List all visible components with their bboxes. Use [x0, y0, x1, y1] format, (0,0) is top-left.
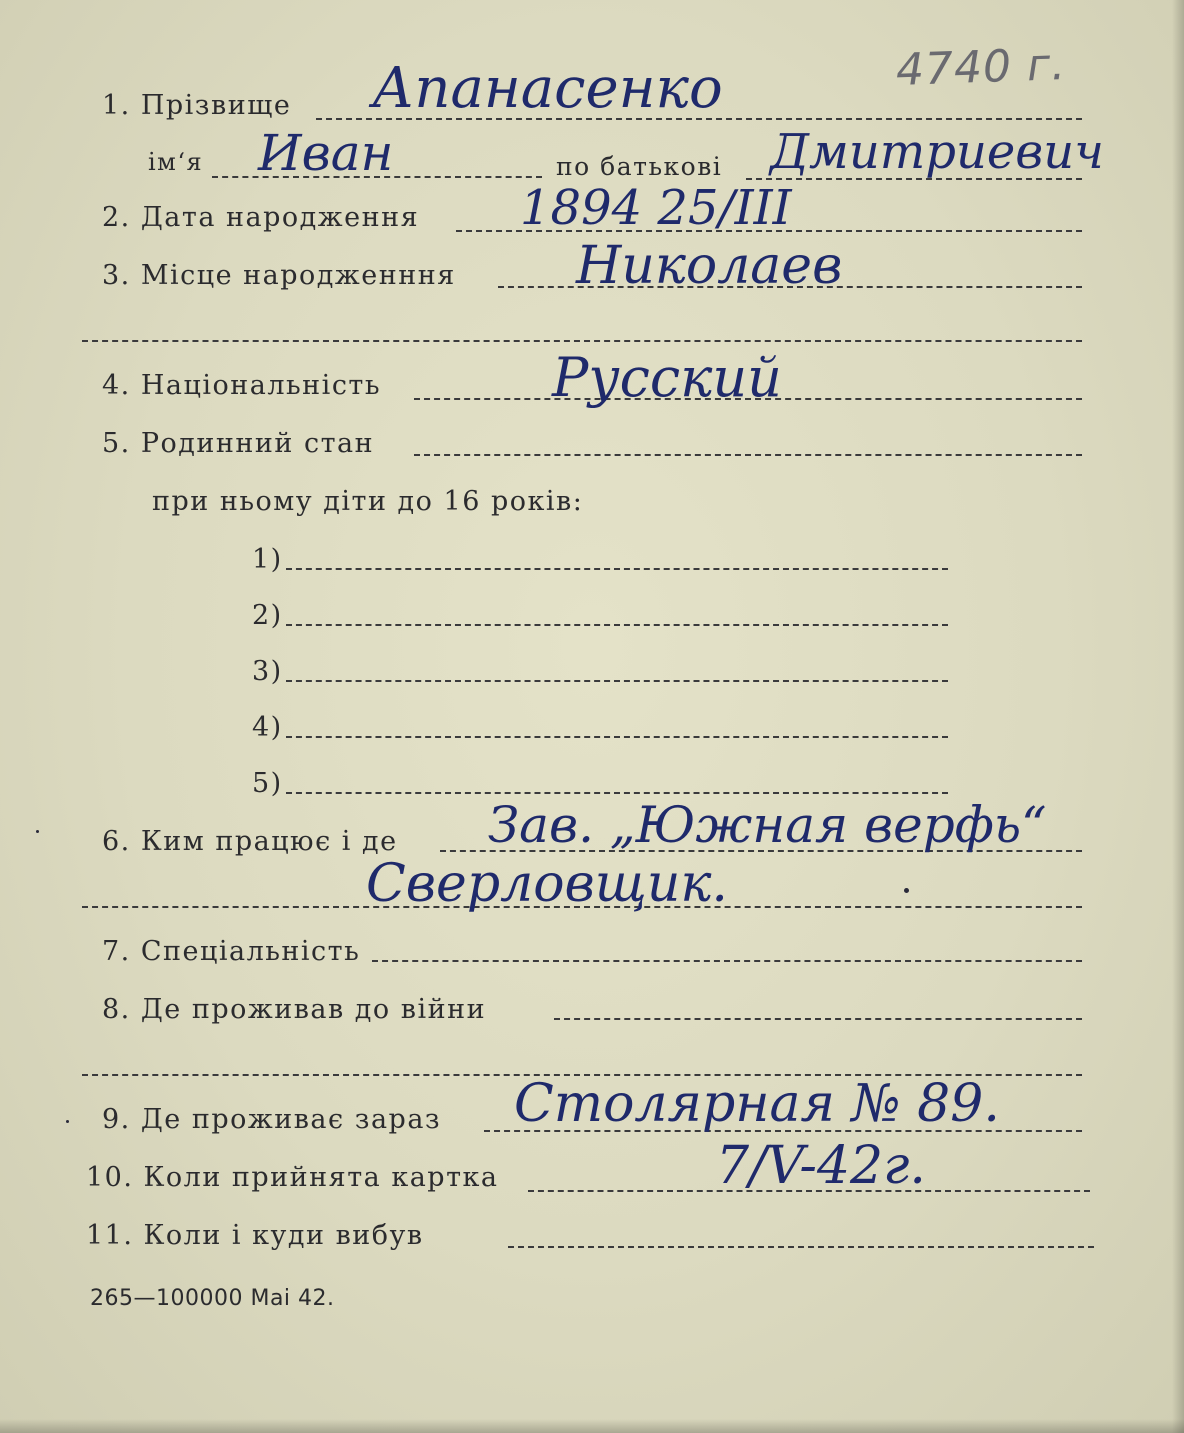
- departure-label: 11. Коли і куди вибув: [86, 1220, 424, 1251]
- birth-place-line-2: [82, 340, 1082, 342]
- surname-value[interactable]: Апанасенко: [372, 56, 723, 121]
- print-info: 265—100000 Mai 42.: [90, 1286, 335, 1311]
- patronymic-label: по батькові: [556, 152, 723, 181]
- child-2-label: 2): [252, 600, 283, 631]
- card-edge-bottom: [0, 1419, 1184, 1433]
- specialty-line: [372, 960, 1082, 962]
- first-name-value[interactable]: Иван: [258, 124, 394, 182]
- specialty-label: 7. Спеціальність: [102, 936, 361, 967]
- reference-number: 4740 г.: [895, 39, 1067, 96]
- birth-date-value[interactable]: 1894 25/III: [520, 180, 792, 236]
- birth-place-label: 3. Місце народженння: [102, 260, 456, 291]
- margin-dot-2: [66, 1120, 69, 1123]
- workplace-value-line2[interactable]: Сверловщик.: [366, 854, 728, 914]
- child-4-line: [286, 736, 948, 738]
- nationality-value[interactable]: Русский: [552, 346, 782, 409]
- first-name-label: ім‘я: [148, 148, 204, 176]
- workplace-value[interactable]: Зав. „Южная верфь“: [488, 796, 1047, 854]
- birth-date-label: 2. Дата народження: [102, 202, 420, 233]
- ink-dot: [904, 888, 909, 893]
- margin-dot: [36, 830, 39, 833]
- child-1-label: 1): [252, 544, 283, 575]
- child-2-line: [286, 624, 948, 626]
- nationality-label: 4. Національність: [102, 370, 382, 401]
- current-address-value[interactable]: Столярная № 89.: [514, 1074, 1000, 1134]
- patronymic-value[interactable]: Дмитриевич: [770, 124, 1105, 180]
- workplace-label: 6. Ким працює і де: [102, 826, 398, 857]
- child-5-line: [286, 792, 948, 794]
- children-label: при ньому діти до 16 років:: [152, 486, 584, 517]
- marital-status-label: 5. Родинний стан: [102, 428, 375, 459]
- prewar-address-label: 8. Де проживав до війни: [102, 994, 487, 1025]
- child-3-line: [286, 680, 948, 682]
- card-accepted-value[interactable]: 7/V-42г.: [716, 1136, 926, 1196]
- marital-status-line: [414, 454, 1082, 456]
- surname-label: 1. Прізвище: [102, 90, 292, 121]
- current-address-label: 9. Де проживає зараз: [102, 1104, 442, 1135]
- card-accepted-label: 10. Коли прийнята картка: [86, 1162, 499, 1193]
- birth-place-value[interactable]: Николаев: [576, 236, 843, 296]
- card-edge-right: [1172, 0, 1184, 1433]
- prewar-address-line: [554, 1018, 1082, 1020]
- child-4-label: 4): [252, 712, 283, 743]
- child-1-line: [286, 568, 948, 570]
- departure-line: [508, 1246, 1094, 1248]
- child-5-label: 5): [252, 768, 283, 799]
- child-3-label: 3): [252, 656, 283, 687]
